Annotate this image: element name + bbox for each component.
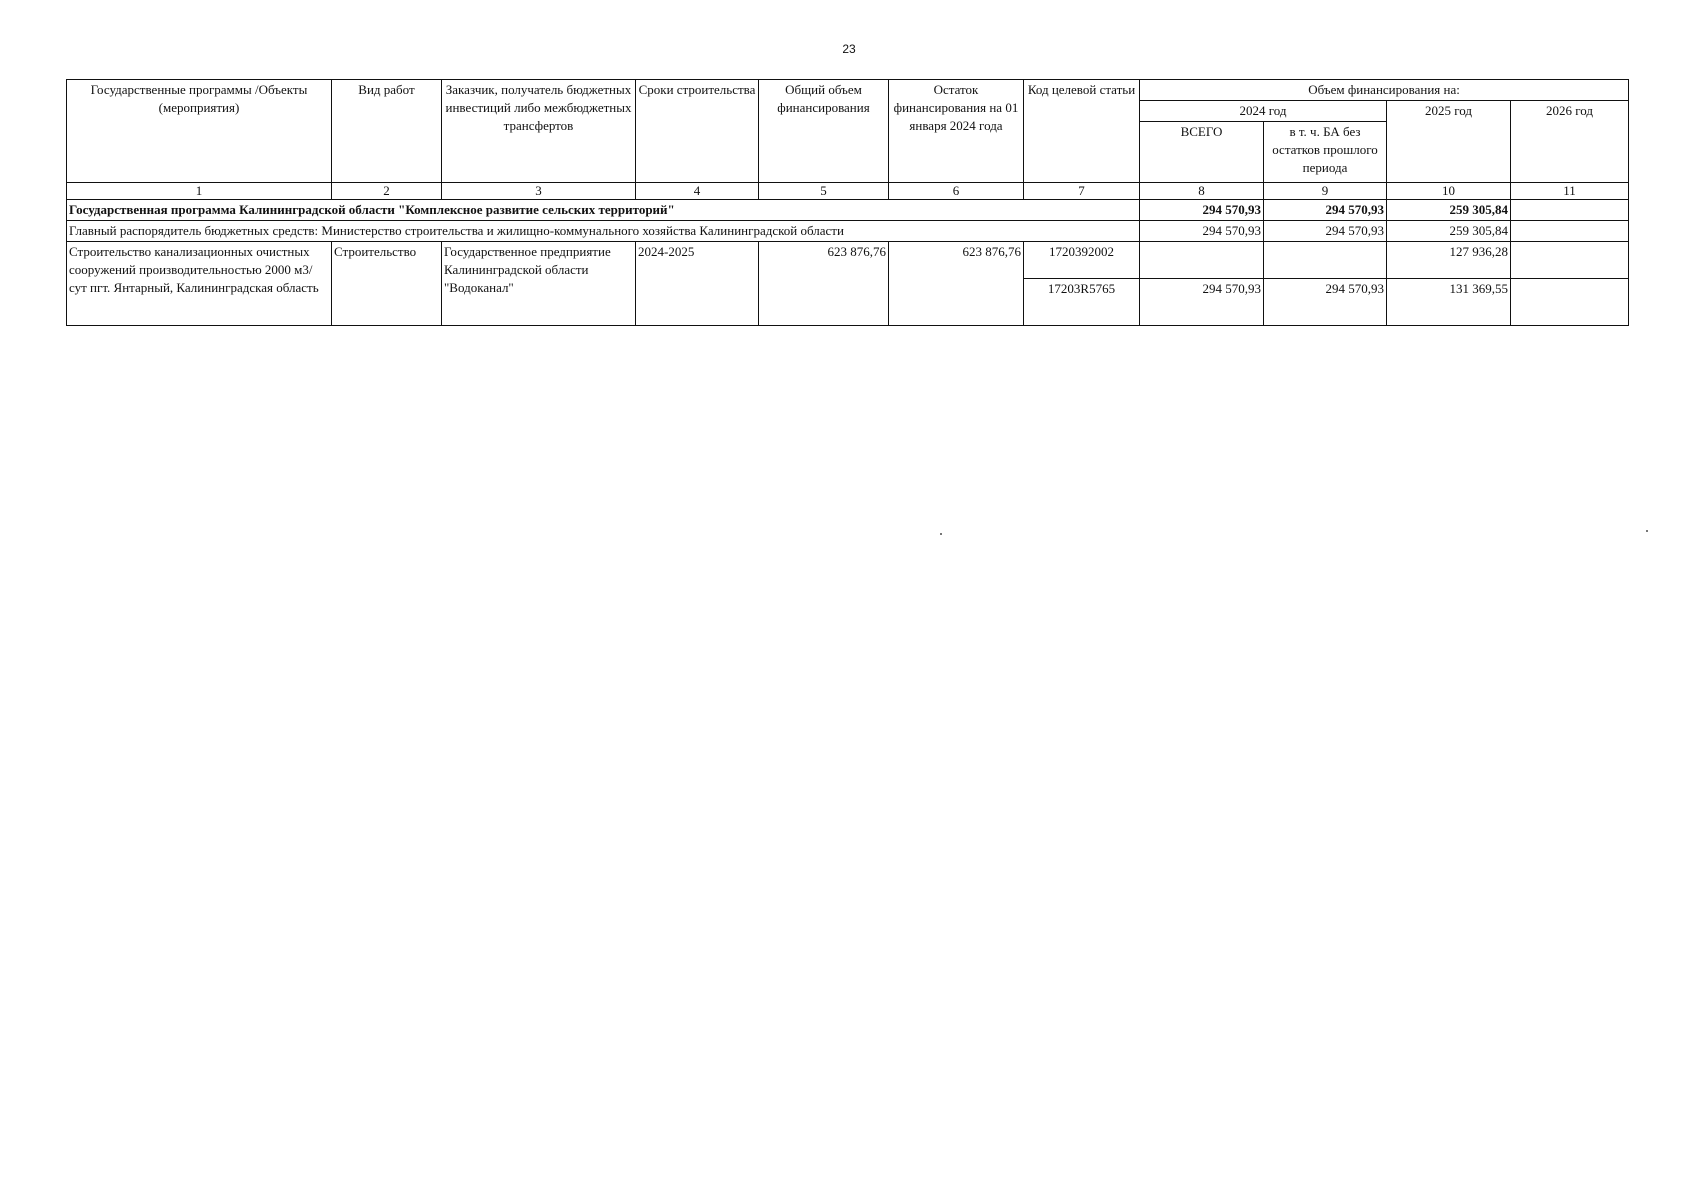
object-period: 2024-2025: [636, 242, 759, 326]
header-programs: Государственные программы /Объекты (мероприятия): [67, 80, 332, 183]
column-number: 9: [1264, 183, 1387, 200]
header-excl-2024: в т. ч. БА без остатков прошлого периода: [1264, 122, 1387, 183]
header-customer: Заказчик, получатель бюджетных инвестиций либо межбюджетных трансфертов: [442, 80, 636, 183]
object-total-funding: 623 876,76: [759, 242, 889, 326]
object-2026: [1511, 242, 1629, 279]
object-row-1: [67, 242, 1629, 279]
program-2026: [1511, 200, 1629, 221]
object-2025: 127 936,28: [1387, 242, 1511, 279]
manager-excl-2024: 294 570,93: [1264, 221, 1387, 242]
header-funding-group: Объем финансирования на:: [1140, 80, 1629, 101]
header-total-funding: Общий объем финансирования: [759, 80, 889, 183]
program-excl-2024: 294 570,93: [1264, 200, 1387, 221]
scan-speck: [940, 533, 942, 535]
header-row-1: [67, 80, 1629, 101]
object-work-type: Строительство: [332, 242, 442, 326]
column-number: 5: [759, 183, 889, 200]
header-year-2025: 2025 год: [1387, 101, 1511, 183]
scan-speck: [1646, 530, 1648, 532]
header-year-2024: 2024 год: [1140, 101, 1387, 122]
manager-2026: [1511, 221, 1629, 242]
object-code: 1720392002: [1024, 242, 1140, 279]
program-label: Государственная программа Калининградской области "Комплексное развитие сельских территорий": [67, 200, 1140, 221]
manager-row: [67, 221, 1629, 242]
object-total-2024: 294 570,93: [1140, 279, 1264, 326]
column-numbers-row: [67, 183, 1629, 200]
object-excl-2024: [1264, 242, 1387, 279]
column-number: 8: [1140, 183, 1264, 200]
object-total-2024: [1140, 242, 1264, 279]
header-total-2024: ВСЕГО: [1140, 122, 1264, 183]
program-row: [67, 200, 1629, 221]
object-excl-2024: 294 570,93: [1264, 279, 1387, 326]
header-period: Сроки строительства: [636, 80, 759, 183]
column-number: 3: [442, 183, 636, 200]
column-number: 10: [1387, 183, 1511, 200]
header-work-type: Вид работ: [332, 80, 442, 183]
header-remainder: Остаток финансирования на 01 января 2024 года: [889, 80, 1024, 183]
header-year-2026: 2026 год: [1511, 101, 1629, 183]
program-total-2024: 294 570,93: [1140, 200, 1264, 221]
column-number: 11: [1511, 183, 1629, 200]
financing-table: [66, 79, 1629, 326]
object-code: 17203R5765: [1024, 279, 1140, 326]
column-number: 4: [636, 183, 759, 200]
column-number: 1: [67, 183, 332, 200]
manager-total-2024: 294 570,93: [1140, 221, 1264, 242]
object-customer: Государственное предприятие Калининградской области "Водоканал": [442, 242, 636, 326]
column-number: 2: [332, 183, 442, 200]
object-2026: [1511, 279, 1629, 326]
page-number: 23: [842, 42, 856, 56]
object-name: Строительство канализационных очистных сооружений производительностью 2000 м3/сут пгт. Янтарный, Калининградская область: [67, 242, 332, 326]
manager-label: Главный распорядитель бюджетных средств: Министерство строительства и жилищно-коммунального хозяйства Калининградской области: [67, 221, 1140, 242]
column-number: 6: [889, 183, 1024, 200]
program-2025: 259 305,84: [1387, 200, 1511, 221]
manager-2025: 259 305,84: [1387, 221, 1511, 242]
object-2025: 131 369,55: [1387, 279, 1511, 326]
object-remainder: 623 876,76: [889, 242, 1024, 326]
column-number: 7: [1024, 183, 1140, 200]
header-code: Код целевой статьи: [1024, 80, 1140, 183]
